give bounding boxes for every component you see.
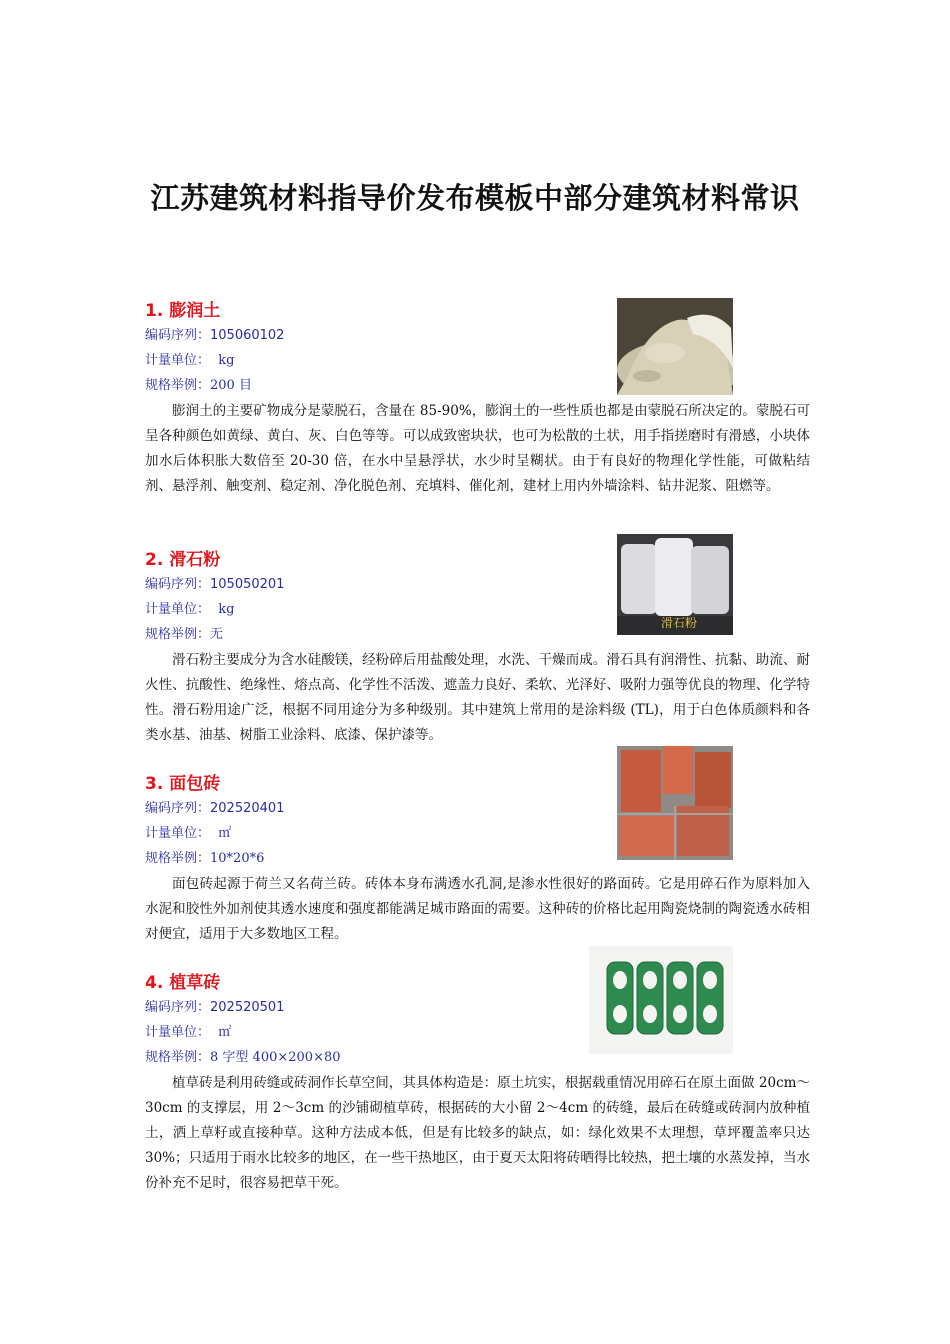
section-body: 滑石粉主要成分为含水硅酸镁，经粉碎后用盐酸处理，水洗、干燥而成。滑石具有润滑性、抗黏、助流、耐火性、抗酸性、绝缘性、熔点高、化学性不活泼、遮盖力良好、柔软、光泽好、吸附力强等优良的物理、化学特性。滑石粉用途广泛，根据不同用途分为多种级别。其中建筑上常用的是涂料级 (TL)，用于白色体质颜料和各类水基、油基、树脂工业涂料、底漆、保护漆等。 (145, 652, 810, 743)
code-line: 编码序列：202520501 (145, 1000, 285, 1015)
bread-brick-photo (617, 746, 733, 860)
spec-line: 规格举例：无 (145, 627, 224, 642)
grass-paver-photo (589, 946, 733, 1054)
section-heading: 2. 滑石粉 (145, 550, 221, 570)
spec-line: 规格举例：10*20*6 (145, 851, 265, 866)
section-body: 面包砖起源于荷兰又名荷兰砖。砖体本身布满透水孔洞,是渗水性很好的路面砖。它是用碎石作为原料加入水泥和胶性外加剂使其透水速度和强度都能满足城市路面的需要。这种砖的价格比起用陶瓷烧制的陶瓷透水砖相对便宜，适用于大多数地区工程。 (145, 876, 810, 942)
unit-line: 计量单位： ㎡ (145, 1025, 232, 1040)
unit-line: 计量单位： kg (145, 602, 235, 617)
section-heading: 4. 植草砖 (145, 973, 221, 993)
section-body: 膨润土的主要矿物成分是蒙脱石，含量在 85-90%，膨润土的一些性质也都是由蒙脱石所决定的。蒙脱石可呈各种颜色如黄绿、黄白、灰、白色等等。可以成致密块状，也可为松散的土状，用手指搓磨时有滑感，小块体加水后体积胀大数倍至 20-30 倍，在水中呈悬浮状，水少时呈糊状。由于有良好的物理化学性能，可做粘结剂、悬浮剂、触变剂、稳定剂、净化脱色剂、充填料、催化剂，建材上用内外墙涂料、钻井泥浆、阻燃等。 (145, 403, 810, 494)
section-heading: 3. 面包砖 (145, 774, 221, 794)
talc-photo-caption: 滑石粉 (661, 616, 698, 630)
bentonite-powder-photo (617, 298, 733, 395)
unit-line: 计量单位： ㎡ (145, 826, 232, 841)
page-title: 江苏建筑材料指导价发布模板中部分建筑材料常识 (150, 181, 800, 215)
section-heading: 1. 膨润土 (145, 301, 221, 321)
spec-line: 规格举例：8 字型 400×200×80 (145, 1050, 341, 1065)
code-line: 编码序列：105050201 (145, 577, 285, 592)
talc-powder-photo (617, 534, 733, 635)
code-line: 编码序列：202520401 (145, 801, 285, 816)
unit-line: 计量单位： kg (145, 353, 235, 368)
spec-line: 规格举例：200 目 (145, 378, 252, 393)
code-line: 编码序列：105060102 (145, 328, 285, 343)
section-body: 植草砖是利用砖缝或砖洞作长草空间，其具体构造是：原土坑实，根据载重情况用碎石在原土面做 20cm～30cm 的支撑层，用 2～3cm 的沙铺砌植草砖，根据砖的大小留 2～4cm 的砖缝，最后在砖缝或砖洞内放种植土，洒上草籽或直接种草。这种方法成本低，但是有比较多的缺点，如：绿化效果不太理想，草坪覆盖率只达 30%；只适用于雨水比较多的地区，在一些干热地区，由于夏天太阳将砖晒得比较热，把土壤的水蒸发掉，当水份补充不足时，很容易把草干死。 (145, 1075, 810, 1191)
